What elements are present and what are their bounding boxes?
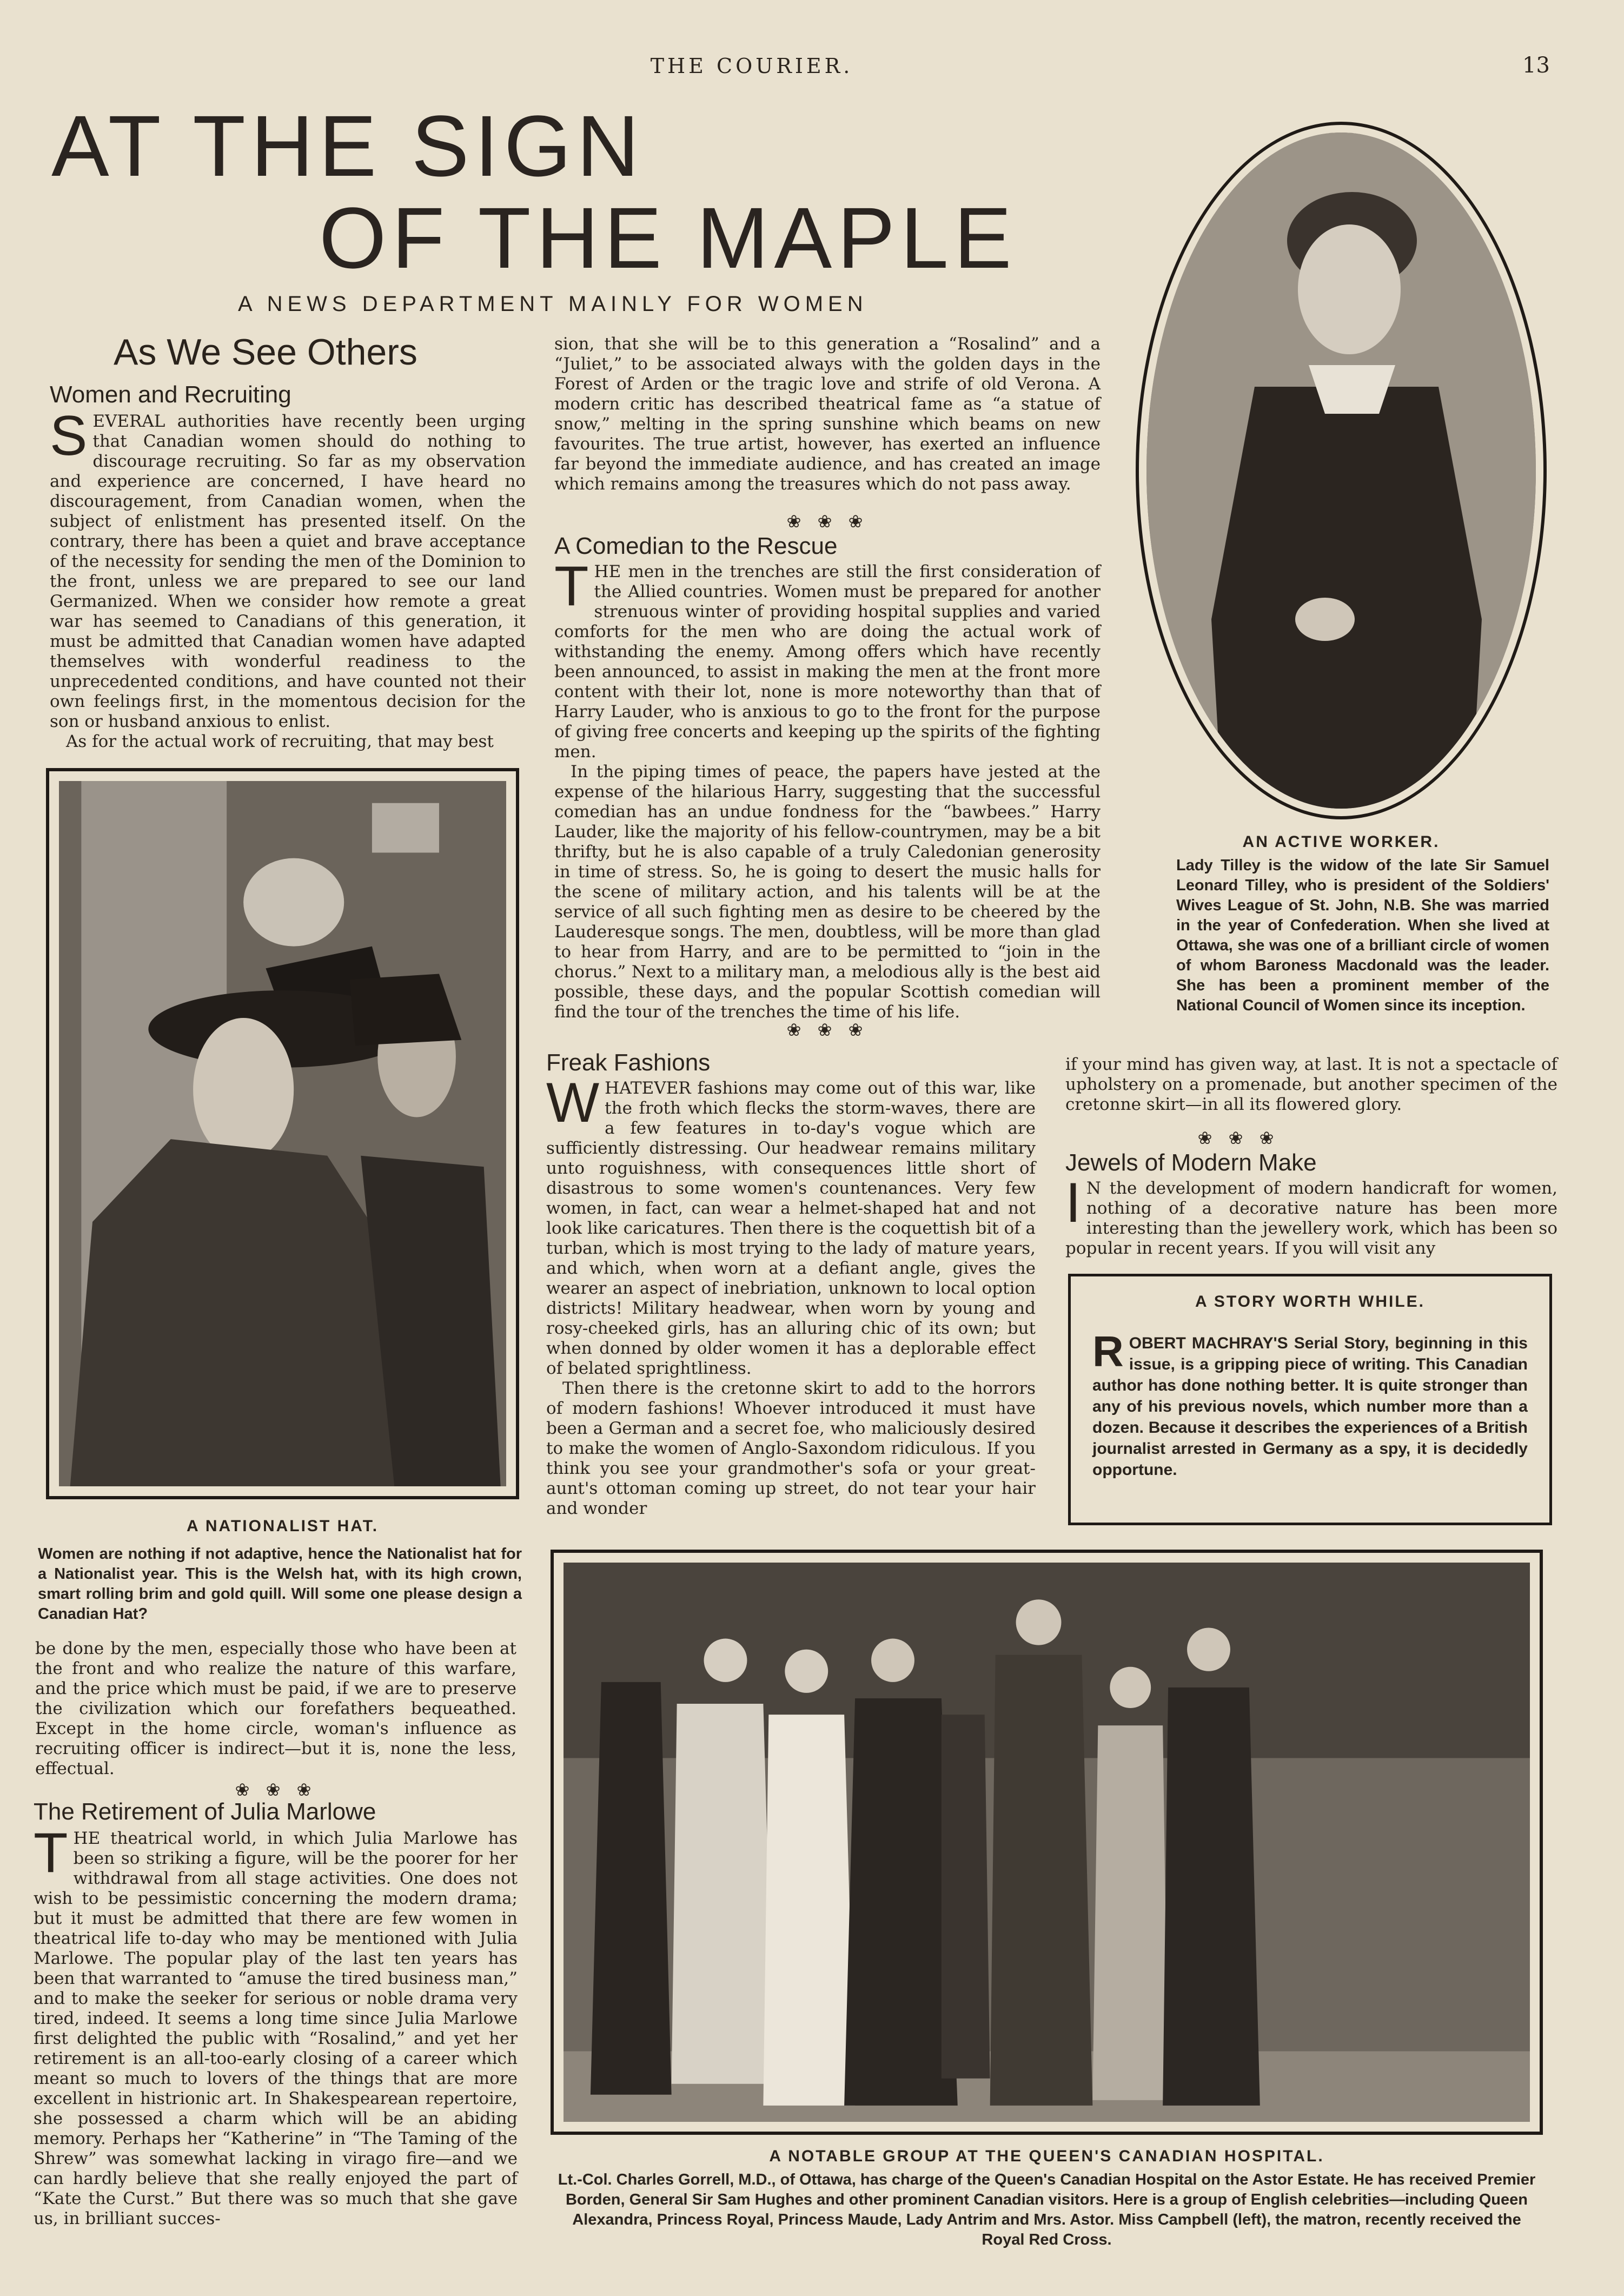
drop-cap: S — [50, 405, 88, 467]
paragraph: HE theatrical world, in which Julia Marlowe has been so striking a figure, will be the poorer for her withdrawal from all stage activities. One does not wish to be pessimistic concerning the modern drama; but it must be admitted that there are few women in theatrical life to-day who may be mentioned with Julia Marlowe. The popular play of the last ten years has been that warranted to “amuse the tired business man,” and to make the seeker for serious or noble drama very tired, indeed. It seems a long time since Julia Marlowe first delighted the public with “Rosalind,” and yet her retirement is an all-too-early closing of a career which meant so much to lovers of the things that are more excellent in histrionic art. In Shakespearean repertoire, she possessed a charm which will be an abiding memory. Perhaps her “Katherine” in “The Taming of the Shrew” was somewhat lacking in virago fire—and we can hardly believe that she really enjoyed the part of “Kate the Curst.” But there was so much that she gave us, in brilliant succes- — [34, 1829, 518, 2228]
worker-caption-text: Lady Tilley is the widow of the late Sir Samuel Leonard Tilley, who is president of the Soldiers' Wives League of St. John, N.B. She was married in the year of Confederation. When she lived at Ottawa, she was one of a brilliant circle of women of whom Baroness Macdonald was the leader. She has been a prominent member of the National Council of Women since its inception. — [1176, 857, 1549, 1014]
group-caption-text: Lt.-Col. Charles Gorrell, M.D., of Ottawa, has charge of the Queen's Canadian Hospital on the Astor Estate. He has received Premier Borden, General Sir Sam Hughes and other prominent Canadian visitors. Here is a group of English celebrities—including Queen Alexandra, Princess Royal, Princess Maude, Lady Antrim and Mrs. Astor. Miss Campbell (left), the matron, recently received the Royal Red Cross. — [558, 2171, 1536, 2248]
marlowe-continued — [554, 334, 1101, 494]
article-heading: A Comedian to the Rescue — [554, 533, 838, 559]
section-ornament: ❀ ❀ ❀ — [786, 511, 869, 532]
worker-photo — [1136, 122, 1547, 819]
article-heading: Women and Recruiting — [50, 381, 291, 408]
masthead-title-line1: AT THE SIGN — [51, 97, 645, 194]
article-heading: Jewels of Modern Make — [1065, 1149, 1317, 1176]
article-heading: Freak Fashions — [546, 1049, 711, 1076]
article-body — [50, 405, 526, 752]
drop-cap: R — [1092, 1327, 1124, 1375]
group-caption-title: A NOTABLE GROUP AT THE QUEEN'S CANADIAN HOSPITAL. — [769, 2147, 1324, 2165]
article-comedian — [554, 533, 1101, 1022]
article-recruiting — [50, 381, 526, 752]
paragraph: HATEVER fashions may come out of this war, like the froth which flecks the storm-waves, there are a few features in to-day's vogue which are sufficiently distressing. Our headwear remains military unto roguishness, with consequences little short of disastrous to some women's countenances. Very few women, in fact, can wear a helmet-shaped hat and not look like caricatures. Then there is the coquettish bit of a turban, which is most trying to the lady of mature years, and which, when worn at a defiant angle, gives the wearer an aspect of inebriation, unknown to local option districts! Military headwear, when worn by young and rosy-cheeked girls, has an alluring chic of its own; but when donned by older women it has a deplorable effect of belated sprightliness. — [546, 1078, 1036, 1378]
paragraph: As for the actual work of recruiting, that may best — [66, 732, 494, 751]
article-freak-fashions — [546, 1049, 1036, 1519]
page-number: 13 — [1522, 53, 1550, 78]
drop-cap: I — [1065, 1172, 1081, 1234]
hat-caption-title: A NATIONALIST HAT. — [186, 1517, 379, 1535]
paragraph: be done by the men, especially those who have been at the front and who realize the nature of this warfare, and the price which must be paid, if we are to preserve the civilization which our forefathers bequeathed. Except in the home circle, woman's influence as recruiting officer is indirect—but it is, none the less, effectual. — [35, 1639, 516, 1778]
story-box-title: A STORY WORTH WHILE. — [1195, 1293, 1425, 1311]
section-title: As We See Others — [114, 332, 417, 373]
article-marlowe — [34, 1798, 518, 2229]
paragraph: OBERT MACHRAY'S Serial Story, beginning in this issue, is a gripping piece of writing. This Canadian author has done nothing better. It is quite stronger than any of his previous novels, which number more than a dozen. Because it describes the experiences of a British journalist arrested in Germany as a spy, it is decidedly opportune. — [1092, 1334, 1528, 1479]
recruiting-continued — [35, 1639, 516, 1779]
article-body — [546, 1071, 1036, 1519]
paragraph: Then there is the cretonne skirt to add to the horrors of modern fashions! Whoever introduced it must have been a German and a secret foe, who maliciously desired to make the women of Anglo-Saxondom ridiculous. If you think you see your grandmother's sofa or your great-aunt's ottoman coming up street, do not tear your hair and wonder — [546, 1379, 1036, 1518]
running-title: THE COURIER. — [650, 54, 853, 78]
story-box — [1068, 1274, 1552, 1525]
paragraph: In the piping times of peace, the papers have jested at the expense of the hilarious Harry, suggesting that the successful comedian has an undue fondness for the “bawbees.” Harry Lauder, like the majority of his fellow-countrymen, may be a bit thrifty, but he is also capable of a truly Caledonian generosity in time of stress. So, he is going to desert the music halls for the scene of military action, and his talents will be at the service of all such fighting men as desire to be cheered by the Lauderesque songs. The men, doubtless, will be more than glad to hear from Harry, and are to be permitted to “join in the chorus.” Next to a military man, a melodious ally is the best aid possible, these days, and the popular Scottish comedian will find the tour of the trenches the time of his life. — [554, 762, 1101, 1022]
paragraph: N the development of modern handicraft for women, nothing of a decorative nature has been more interesting than the jewellery work, which has been so popular in recent years. If you will visit any — [1065, 1179, 1557, 1258]
worker-caption-title: AN ACTIVE WORKER. — [1242, 833, 1440, 851]
article-body — [554, 555, 1101, 1022]
freak-continued — [1065, 1055, 1557, 1115]
drop-cap: T — [554, 555, 589, 618]
drop-cap: W — [546, 1071, 600, 1134]
section-ornament: ❀ ❀ ❀ — [786, 1020, 869, 1040]
article-jewels — [1065, 1149, 1557, 1259]
story-box-text — [1092, 1327, 1528, 1480]
hat-photo-image — [59, 781, 506, 1486]
article-body — [1065, 1172, 1557, 1259]
masthead-subtitle: A NEWS DEPARTMENT MAINLY FOR WOMEN — [238, 292, 868, 316]
group-photo-image — [564, 1563, 1530, 2122]
paragraph: if your mind has given way, at last. It is not a spectacle of upholstery on a promenade, but another specimen of the cretonne skirt—in all its flowered glory. — [1065, 1055, 1557, 1114]
drop-cap: T — [34, 1822, 68, 1884]
hat-photo — [46, 768, 519, 1499]
article-heading: The Retirement of Julia Marlowe — [34, 1798, 376, 1825]
hat-caption-text: Women are nothing if not adaptive, hence the Nationalist hat for a Nationalist year. This is the Welsh hat, with its high crown, smart rolling brim and gold quill. Will some one please design a Canadian Hat? — [38, 1545, 522, 1623]
article-body — [34, 1822, 518, 2229]
paragraph: sion, that she will be to this generation a “Rosalind” and a “Juliet,” to be associated always with the golden days in the Forest of Arden or the tragic love and strife of old Verona. A modern critic has described theatrical fame as “a statue of snow,” melting in the spring sunshine which beams on new favourites. The true artist, however, has exerted an influence far beyond the immediate audience, and has created an image which remains among the treasures which do not pass away. — [554, 334, 1101, 494]
section-ornament: ❀ ❀ ❀ — [235, 1779, 317, 1800]
masthead-title-line2: OF THE MAPLE — [319, 189, 1017, 286]
paragraph: EVERAL authorities have recently been urging that Canadian women should do nothing to discourage recruiting. So far as my observation and experience are concerned, I have heard no discouragement, from Canadian women, when the subject of enlistment has presented itself. On the contrary, there has been a quiet and brave acceptance of the necessity for sending the men of the Dominion to the front, unless we are prepared to see our land Germanized. When we consider how remote a great war has seemed to Canadians of this generation, it must be admitted that Canadian women have adapted themselves with wonderful readiness to the unprecedented conditions, and have counted not their own feelings first, in the momentous decision for the son or husband anxious to enlist. — [50, 412, 526, 731]
section-ornament: ❀ ❀ ❀ — [1197, 1128, 1280, 1148]
worker-photo-image — [1146, 133, 1536, 809]
group-photo — [551, 1550, 1543, 2135]
paragraph: HE men in the trenches are still the first consideration of the Allied countries. Women must be prepared for another strenuous winter of providing hospital supplies and varied comforts for the men who are doing the actual work of withstanding the enemy. Among offers which have recently been announced, to assist in making the men at the front more content with their lot, none is more noteworthy than that of Harry Lauder, who is anxious to go to the front for the purpose of giving free concerts and keeping up the spirits of the fighting men. — [554, 562, 1101, 762]
